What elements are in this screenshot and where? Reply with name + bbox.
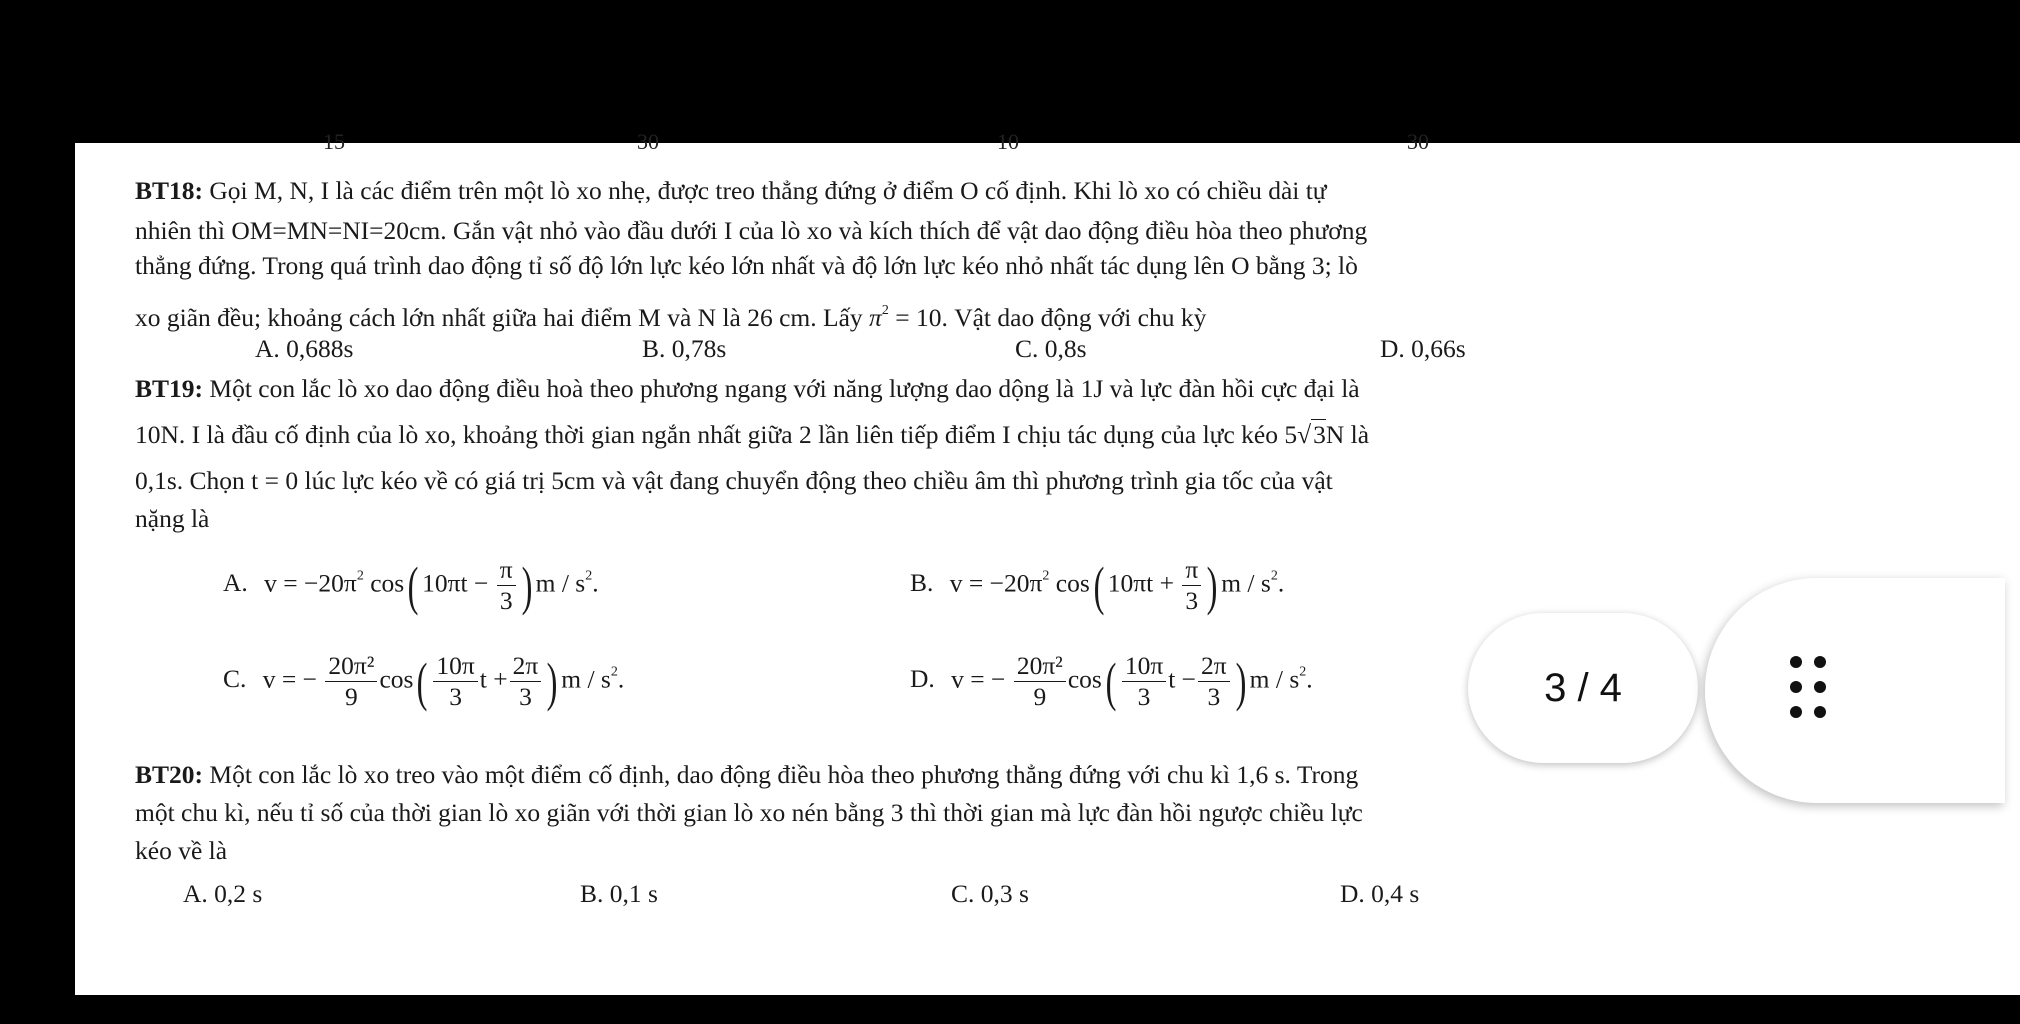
bt20-line2: một chu kì, nếu tỉ số của thời gian lò xo giãn với thời gian lò xo nén bằng 3 thì thời gian mà lực đàn hồi ngược chiều lực (135, 798, 1363, 827)
bt19-option-d[interactable]: D. v = − $\frac{\text{20π²}}{9}$ cos( $\frac{10\pi}{3}$ t − $\frac{2\pi}{3}$ ) m / $s^2$. (910, 651, 1313, 712)
bt19-line4: nặng là (135, 504, 210, 533)
top-number: 15 (323, 129, 345, 154)
bt20-line1: BT20: Một con lắc lò xo treo vào một điểm cố định, dao động điều hòa theo phương thẳng đứng với chu kì 1,6 s. Trong (135, 760, 1359, 789)
bt19-option-c[interactable]: C. v = − $\frac{\text{20π²}}{9}$ cos( $\frac{10\pi}{3}$ t + $\frac{2\pi}{3}$ ) m / $s^2$. (223, 651, 625, 712)
grid-dots-icon (1790, 656, 1850, 726)
bt18-line4: xo giãn đều; khoảng cách lớn nhất giữa hai điểm M và N là 26 cm. Lấy $\pi^2 = 10$. Vật dao động với chu kỳ (135, 303, 1207, 332)
bt18-line2: nhiên thì OM=MN=NI=20cm. Gắn vật nhỏ vào đầu dưới I của lò xo và kích thích để vật dao động điều hòa theo phương (135, 216, 1368, 245)
bt20-option-d[interactable]: D. 0,4 s (1340, 879, 1420, 908)
bt19-option-b[interactable]: B. $v = -20\pi^2$ cos( 10πt + $\frac{\pi}{3}$ ) m / $s^2$. (910, 555, 1285, 616)
page-indicator-text: 3 / 4 (1544, 665, 1622, 710)
bt18-line3: thẳng đứng. Trong quá trình dao động tỉ số độ lớn lực kéo lớn nhất và độ lớn lực kéo nhỏ nhất tác dụng lên O bằng 3; lò (135, 251, 1358, 280)
bt18-option-a[interactable]: A. 0,688s (255, 334, 354, 363)
bt18-option-c[interactable]: C. 0,8s (1015, 334, 1087, 363)
bt19-title: BT19: (135, 374, 204, 403)
bt18-option-b[interactable]: B. 0,78s (642, 334, 727, 363)
bt20-title: BT20: (135, 760, 204, 789)
bt19-option-a[interactable]: A. $v = -20\pi^2$ cos( 10πt − $\frac{\pi}{3}$ ) m / $s^2$. (223, 555, 599, 616)
page-right-margin (1845, 143, 2020, 995)
bt20-option-c[interactable]: C. 0,3 s (951, 879, 1029, 908)
bt19-line3: 0,1s. Chọn t = 0 lúc lực kéo về có giá trị 5cm và vật đang chuyển động theo chiều âm thì phương trình gia tốc của vật (135, 466, 1333, 495)
bt18-title: BT18: (135, 176, 204, 205)
bt18-option-d[interactable]: D. 0,66s (1380, 334, 1466, 363)
bt20-line3: kéo về là (135, 836, 228, 865)
top-number: 30 (637, 129, 659, 154)
bt19-line1: BT19: Một con lắc lò xo dao động điều hoà theo phương ngang với năng lượng dao dộng là 1J và lực đàn hồi cực đại là (135, 374, 1360, 403)
bottom-black-bar (0, 995, 2020, 1024)
top-number: 30 (1407, 129, 1429, 154)
bt20-option-b[interactable]: B. 0,1 s (580, 879, 658, 908)
top-number: 10 (997, 129, 1019, 154)
bt20-option-a[interactable]: A. 0,2 s (183, 879, 263, 908)
document-page[interactable] (75, 129, 1845, 995)
bt19-line2: 10N. I là đầu cố định của lò xo, khoảng thời gian ngắn nhất giữa 2 lần liên tiếp điểm I chịu tác dụng của lực kéo 5√3N là (135, 420, 1370, 449)
top-black-bar (0, 0, 2020, 143)
bt18-line1: BT18: Gọi M, N, I là các điểm trên một lò xo nhẹ, được treo thẳng đứng ở điểm O cố định. Khi lò xo có chiều dài tự (135, 176, 1327, 205)
page-indicator[interactable] (1468, 613, 1698, 763)
menu-button[interactable] (1705, 578, 2005, 803)
